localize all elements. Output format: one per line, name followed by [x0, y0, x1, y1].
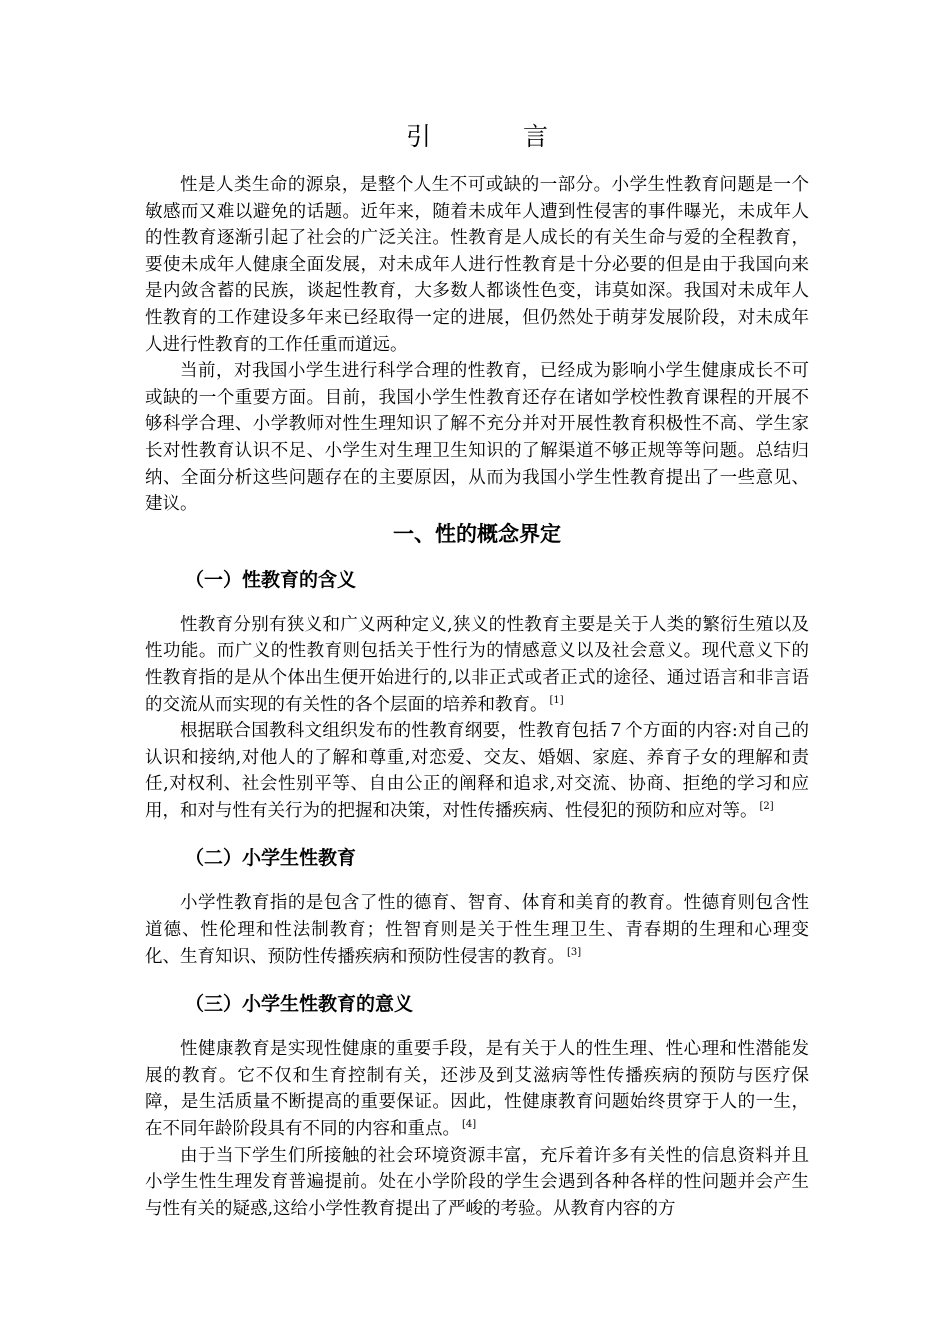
citation-marker: [3]: [567, 946, 582, 958]
subsection-3-heading: （三）小学生性教育的意义: [185, 993, 414, 1016]
subsection-3-paragraph-1: [145, 1036, 809, 1142]
citation-marker: [4]: [462, 1119, 477, 1131]
subsection-3-paragraph-2: 由于当下学生们所接触的社会环境资源丰富，充斥着许多有关性的信息资料并且小学生性生理发育普遍提前。处在小学阶段的学生会遇到各种各样的性问题并会产生与性有关的疑惑,这给小学性教育提出了严峻的考验。从教育内容的方: [145, 1145, 809, 1219]
paragraph-text: 性健康教育是实现性健康的重要手段，是有关于人的性生理、性心理和性潜能发展的教育。它不仅和生育控制有关，还涉及到艾滋病等性传播疾病的预防与医疗保障，是生活质量不断提高的重要保证。因此，性健康教育问题始终贯穿于人的一生，在不同年龄阶段具有不同的内容和重点。: [145, 1039, 809, 1140]
section-1-heading: 一、性的概念界定: [393, 521, 561, 546]
intro-paragraph-2: 当前，对我国小学生进行科学合理的性教育，已经成为影响小学生健康成长不可或缺的一个重要方面。目前，我国小学生性教育还存在诸如学校性教育课程的开展不够科学合理、小学教师对性生理知识了解不充分并对开展性教育积极性不高、学生家长对性教育认识不足、小学生对生理卫生知识的了解渠道不够正规等等问题。总结归纳、全面分析这些问题存在的主要原因，从而为我国小学生性教育提出了一些意见、建议。: [145, 361, 809, 515]
subsection-1-paragraph-2: [145, 718, 809, 824]
subsection-2-heading: （二）小学生性教育: [185, 847, 357, 870]
page-content: [145, 118, 809, 1222]
paragraph-text: 根据联合国教科文组织发布的性教育纲要，性教育包括７个方面的内容:对自己的认识和接纳,对他人的了解和尊重,对恋爱、交友、婚姻、家庭、养育子女的理解和责任,对权利、社会性别平等、自由公正的阐释和追求,对交流、协商、拒绝的学习和应用，和对与性有关行为的把握和决策，对性传播疾病、性侵犯的预防和应对等。: [145, 721, 809, 821]
citation-marker: [1]: [549, 694, 564, 706]
subsection-1-heading: （一）性教育的含义: [185, 568, 357, 591]
subsection-2-paragraph-1: [145, 890, 809, 970]
paragraph-text: 小学性教育指的是包含了性的德育、智育、体育和美育的教育。性德育则包含性道德、性伦理和性法制教育；性智育则是关于性生理卫生、青春期的生理和心理变化、生育知识、预防性传播疾病和预防性侵害的教育。: [145, 893, 809, 967]
citation-marker: [2]: [759, 801, 774, 813]
subsection-1-paragraph-1: [145, 612, 809, 718]
intro-paragraph-1: 性是人类生命的源泉，是整个人生不可或缺的一部分。小学生性教育问题是一个敏感而又难以避免的话题。近年来，随着未成年人遭到性侵害的事件曝光，未成年人的性教育逐渐引起了社会的广泛关注。性教育是人成长的有关生命与爱的全程教育，要使未成年人健康全面发展，对未成年人进行性教育是十分必要的但是由于我国向来是内敛含蓄的民族，谈起性教育，大多数人都谈性色变，讳莫如深。我国对未成年人性教育的工作建设多年来已经取得一定的进展，但仍然处于萌芽发展阶段，对未成年人进行性教育的工作任重而道远。: [145, 175, 809, 355]
paragraph-text: 性教育分别有狭义和广义两种定义,狭义的性教育主要是关于人类的繁衍生殖以及性功能。而广义的性教育则包括关于性行为的情感意义以及社会意义。现代意义下的性教育指的是从个体出生便开始进行的,以非正式或者正式的途径、通过语言和非言语的交流从而实现的有关性的各个层面的培养和教育。: [145, 614, 809, 715]
page-title: 引 言: [406, 122, 590, 151]
